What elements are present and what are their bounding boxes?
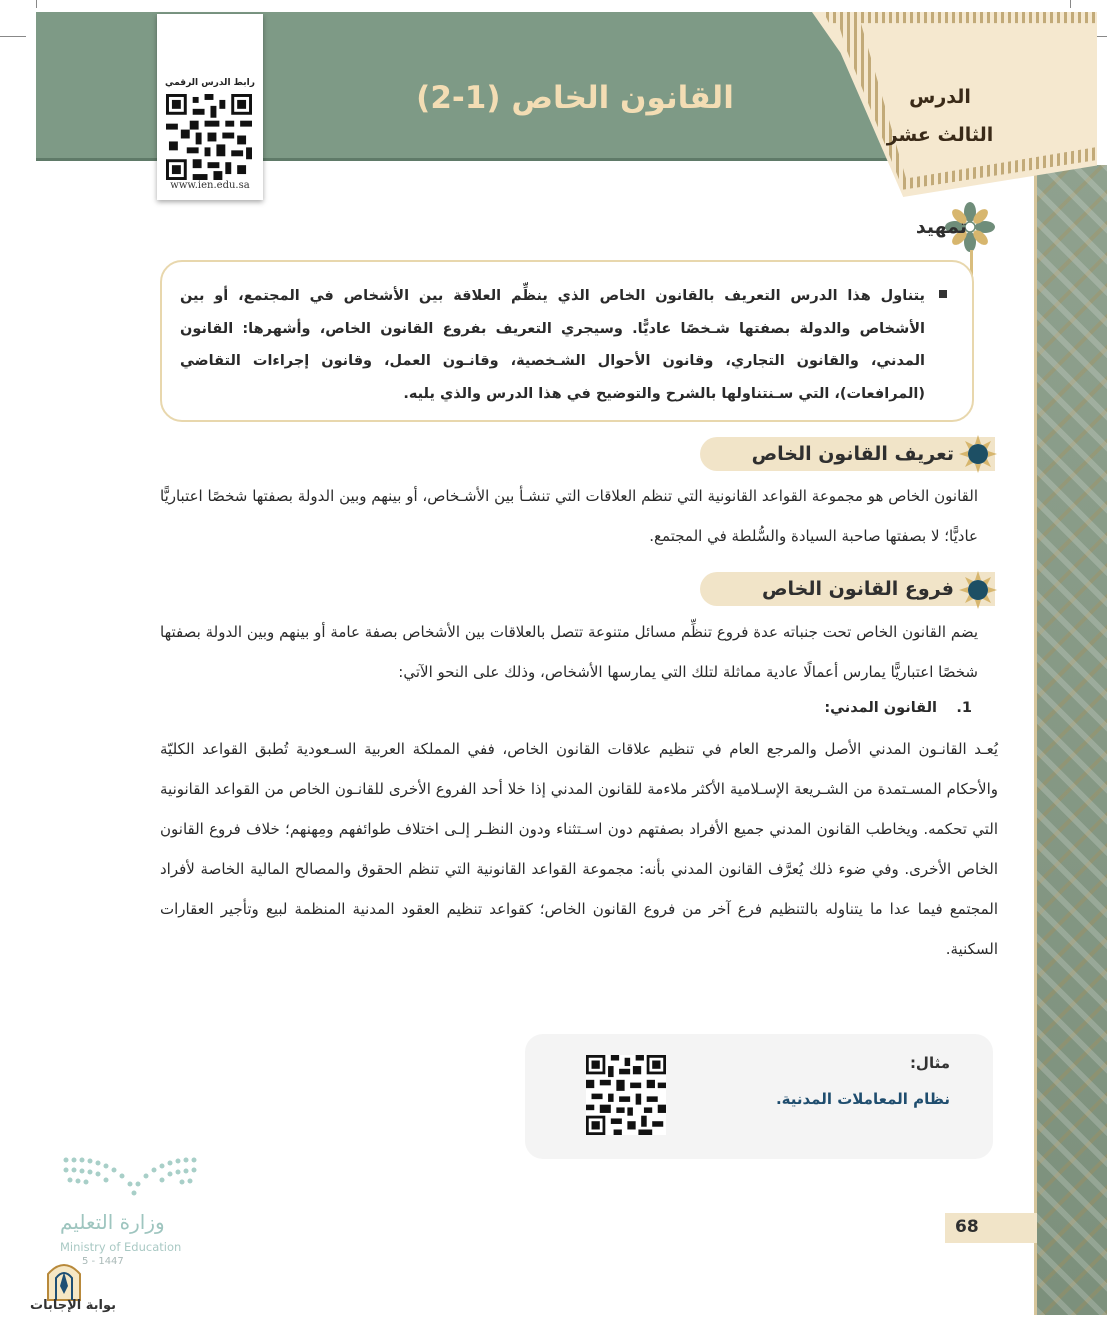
example-label: مثال: — [909, 1054, 950, 1072]
qr-url: www.ien.edu.sa — [170, 180, 250, 191]
crop-mark — [1097, 36, 1107, 37]
watermark-text: بوابة الإجابات — [30, 1298, 116, 1313]
crop-mark — [1070, 0, 1071, 8]
digital-lesson-card[interactable] — [157, 14, 263, 200]
crop-mark — [0, 36, 26, 37]
definition-text: القانون الخاص هو مجموعة القواعد القانونية التي تنظم العلاقات التي تنشـأ بين الأشـخاص، أو بينهم وبين الدولة بصفتها شخصًا اعتباريًّا عاديًّا؛ لا بصفتها صاحبة السيادة والسُّلطة في المجتمع. — [160, 487, 978, 545]
qr-caption: رابط الدرس الرقمي — [165, 78, 255, 88]
ministry-year: 5 - 1447 — [82, 1256, 124, 1267]
lesson-label-line2: الثالث عشر — [886, 124, 994, 146]
gate-logo-icon — [44, 1256, 84, 1302]
civil-law-title: القانون المدني: — [824, 700, 937, 716]
ministry-name-arabic: وزارة التعليم — [60, 1210, 165, 1234]
intro-text: يتناول هذا الدرس التعريف بالقانون الخاص الذي ينظِّم العلاقة بين الأشخاص في المجتمع، أو بين الأشخاص والدولة بصفتها شـخصًا عاديًّا. وسيجري التعريف بفروع القانون الخاص، وأشهرها: القانون المدني، والقانون التجاري، وقانون الأحوال الشـخصية، وقانـون العمل، وقانون إجراءات التقاضي (المرافعات)، التي سـنتناولها بالشرح والتوضيح في هذا الدرس والذي يليه. — [180, 288, 925, 402]
decorative-side-strip — [1034, 165, 1107, 1315]
crop-mark — [36, 0, 37, 8]
branches-text: يضم القانون الخاص تحت جنباته عدة فروع تنظِّم مسائل متنوعة تتصل بالعلاقات بين الأشخاص بصفة عامة أو بينهم وبين الدولة بصفتها شخصًا اعتباريًّا يمارس أعمالًا عادية مماثلة لتلك التي يمارسها الأشخاص، وذلك على النحو الآتي: — [160, 623, 978, 681]
qr-code-icon[interactable] — [166, 94, 252, 180]
bullet-square-icon — [939, 290, 947, 298]
example-text: نظام المعاملات المدنية. — [775, 1090, 950, 1108]
page-number: 68 — [955, 1217, 979, 1237]
branches-heading: فروع القانون الخاص — [761, 578, 954, 600]
intro-heading: تمهيد — [915, 216, 967, 238]
sun-ornament-icon — [958, 434, 998, 474]
sun-ornament-icon — [958, 570, 998, 610]
lesson-number-label — [865, 78, 1015, 154]
lesson-label-line1: الدرس — [909, 86, 971, 108]
ministry-logo-dots-icon — [62, 1156, 202, 1201]
lesson-title: القانون الخاص (1-2) — [416, 80, 734, 116]
definition-heading: تعريف القانون الخاص — [751, 443, 954, 465]
item-number: 1. — [956, 700, 972, 716]
qr-code-icon[interactable] — [586, 1055, 666, 1135]
page-number-tab — [945, 1213, 1037, 1243]
ministry-name-english: Ministry of Education — [60, 1240, 182, 1254]
civil-law-text: يُعـد القانـون المدني الأصل والمرجع العام في تنظيم علاقات القانون الخاص، ففي المملكة العربية السـعودية تُطبق القواعد الكليّة والأحكام المسـتمدة من الشـريعة الإسـلامية الأكثر ملاءمة للقانون المدني إذا خلا أحد الفروع الأخرى للقانـون الخاص من القواعد القانونية التي تحكمه. ويخاطب القانون المدني جميع الأفراد بصفتهم دون اسـتثناء ودون النظـر إلـى اختلاف طوائفهم ومِهنهم؛ خلاف فروع القانون الخاص الأخرى. وفي ضوء ذلك يُعرَّف القانون المدني بأنه: مجموعة القواعد القانونية التي تنظم الحقوق والمصالح المالية الخاصة لأفراد المجتمع فيما عدا ما يتناوله بالتنظيم فرع آخر من فروع القانون الخاص؛ كقواعد تنظيم العقود المدنية المنظمة لبيع وتأجير العقارات السكنية. — [160, 740, 998, 958]
